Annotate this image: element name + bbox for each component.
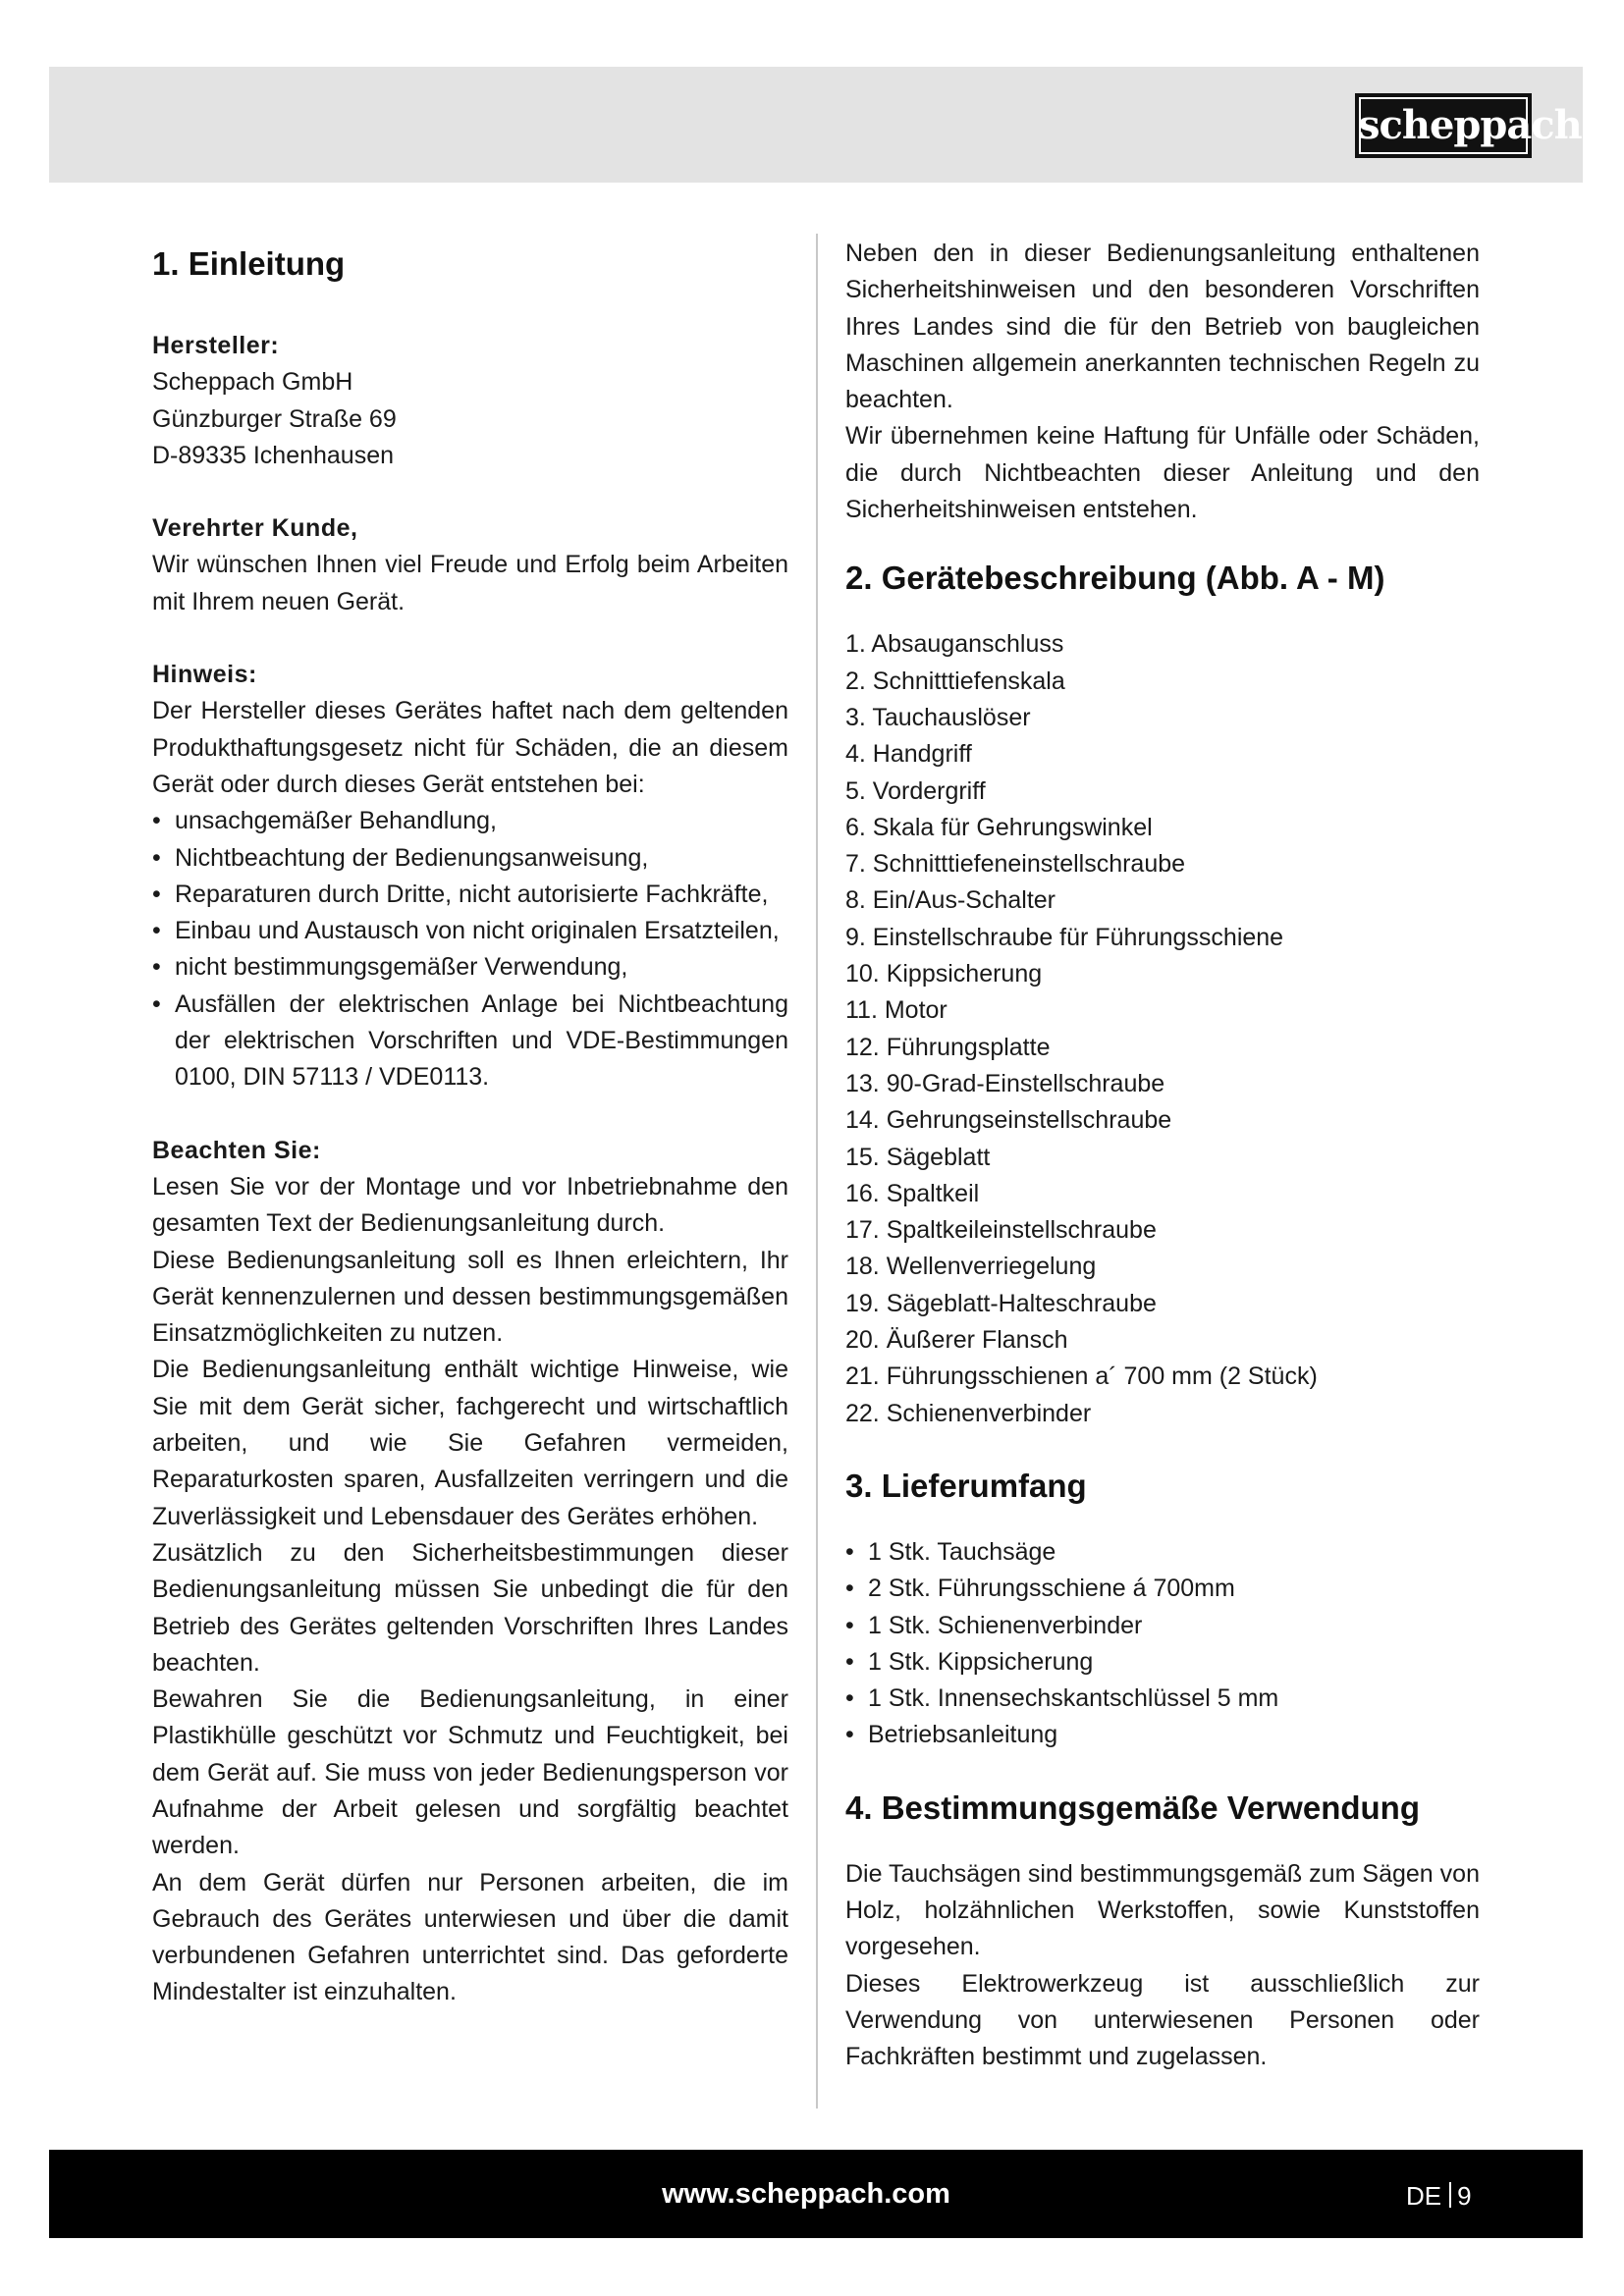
list-item: 9. Einstellschraube für Führungsschiene [845, 923, 1284, 951]
list-item: • unsachgemäßer Behandlung, [152, 803, 788, 839]
column-divider [816, 234, 818, 2109]
paragraph: Wir übernehmen keine Haftung für Unfälle oder Schäden, die durch Nichtbeachten dieser Anleitung und den Sicherheitshinweisen entstehen. [845, 422, 1480, 524]
list-item: 19. Sägeblatt-Halteschraube [845, 1289, 1157, 1317]
manufacturer-street: Günzburger Straße 69 [152, 404, 397, 433]
list-item: 20. Äußerer Flansch [845, 1326, 1068, 1355]
list-item: • Reparaturen durch Dritte, nicht autorisierte Fachkräfte, [152, 877, 788, 913]
paragraph: Zusätzlich zu den Sicherheitsbestimmungen dieser Bedienungsanleitung müssen Sie unbedingt die für den Betrieb des Gerätes geltenden Vorschriften Ihres Landes beachten. [152, 1538, 788, 1677]
delivery-list [845, 1534, 1480, 1754]
list-item: 1. Absauganschluss [845, 630, 1064, 659]
greeting-label: Verehrter Kunde, [152, 514, 358, 543]
list-item: • Betriebsanleitung [845, 1717, 1480, 1753]
manufacturer-name: Scheppach GmbH [152, 368, 353, 397]
list-item: • Ausfällen der elektrischen Anlage bei Nichtbeachtung der elektrischen Vorschriften und VDE-Bestimmungen 0100, DIN 57113 / VDE0113. [152, 987, 788, 1096]
list-item: 5. Vordergriff [845, 776, 986, 805]
paragraph: An dem Gerät dürfen nur Personen arbeiten, die im Gebrauch des Gerätes unterwiesen und über die damit verbundenen Gefahren unterrichtet sind. Das geforderte Mindestalter ist einzuhalten. [152, 1868, 788, 2006]
footer-url[interactable]: www.scheppach.com [662, 2178, 950, 2210]
manufacturer-city: D-89335 Ichenhausen [152, 441, 395, 469]
list-item: • Nichtbeachtung der Bedienungsanweisung, [152, 840, 788, 877]
list-item: • 1 Stk. Tauchsäge [845, 1534, 1480, 1571]
section-title-delivery: 3. Lieferumfang [845, 1467, 1087, 1504]
list-item: 22. Schienenverbinder [845, 1399, 1092, 1427]
page-number: 9 [1457, 2181, 1472, 2211]
list-item: 12. Führungsplatte [845, 1033, 1051, 1061]
paragraph: Die Bedienungsanleitung enthält wichtige Hinweise, wie Sie mit dem Gerät sicher, fachgerecht und wirtschaftlich arbeiten, und wie Sie Gefahren vermeiden, Reparaturkosten sparen, Ausfallzeiten verringern und die Zuverlässigkeit und Lebensdauer des Gerätes erhöhen. [152, 1356, 788, 1530]
list-item: 4. Handgriff [845, 740, 972, 769]
greeting-text: Wir wünschen Ihnen viel Freude und Erfolg beim Arbeiten mit Ihrem neuen Gerät. [152, 551, 788, 615]
observe-label: Beachten Sie: [152, 1136, 321, 1164]
list-item: 13. 90-Grad-Einstellschraube [845, 1069, 1165, 1097]
paragraph: Neben den in dieser Bedienungsanleitung enthaltenen Sicherheitshinweisen und den besonderen Vorschriften Ihres Landes sind die für den Betrieb von baugleichen Maschinen allgemein anerkannten technischen Regeln zu beachten. [845, 240, 1480, 414]
section-title-introduction: 1. Einleitung [152, 245, 346, 282]
scheppach-logo: scheppach [1355, 93, 1532, 158]
manufacturer-label: Hersteller: [152, 332, 280, 359]
header-band [49, 67, 1583, 183]
paragraph: Lesen Sie vor der Montage und vor Inbetriebnahme den gesamten Text der Bedienungsanleitung durch. [152, 1172, 788, 1238]
list-item: 14. Gehrungseinstellschraube [845, 1106, 1172, 1135]
list-item: 7. Schnitttiefeneinstellschraube [845, 850, 1186, 879]
list-item: • 1 Stk. Innensechskantschlüssel 5 mm [845, 1681, 1480, 1717]
list-item: 6. Skala für Gehrungswinkel [845, 813, 1153, 841]
list-item: • 2 Stk. Führungsschiene á 700mm [845, 1571, 1480, 1607]
list-item: • 1 Stk. Kippsicherung [845, 1644, 1480, 1681]
list-item: • nicht bestimmungsgemäßer Verwendung, [152, 949, 788, 986]
liability-list [152, 803, 788, 1095]
paragraph: Die Tauchsägen sind bestimmungsgemäß zum Sägen von Holz, holzähnlichen Werkstoffen, sowie Kunststoffen vorgesehen. [845, 1859, 1480, 1961]
paragraph: Dieses Elektrowerkzeug ist ausschließlich zur Verwendung von unterwiesenen Personen oder Fachkräften bestimmt und zugelassen. [845, 1969, 1480, 2071]
list-item: 10. Kippsicherung [845, 960, 1043, 988]
page-separator [1449, 2182, 1451, 2208]
list-item: 17. Spaltkeileinstellschraube [845, 1216, 1157, 1245]
list-item: 21. Führungsschienen a´ 700 mm (2 Stück) [845, 1362, 1318, 1391]
list-item: • 1 Stk. Schienenverbinder [845, 1608, 1480, 1644]
right-column [845, 236, 1480, 2075]
list-item: 2. Schnitttiefenskala [845, 667, 1065, 695]
section-title-usage: 4. Bestimmungsgemäße Verwendung [845, 1789, 1420, 1826]
section-title-description: 2. Gerätebeschreibung (Abb. A - M) [845, 560, 1385, 597]
page-indicator [1406, 2181, 1472, 2211]
list-item: 15. Sägeblatt [845, 1143, 991, 1171]
list-item: • Einbau und Austausch von nicht originalen Ersatzteilen, [152, 913, 788, 949]
left-column [152, 236, 788, 2011]
parts-list [845, 626, 1480, 1432]
list-item: 11. Motor [845, 996, 947, 1025]
list-item: 3. Tauchauslöser [845, 703, 1031, 731]
note-text: Der Hersteller dieses Gerätes haftet nach dem geltenden Produkthaftungsgesetz nicht für Schäden, die an diesem Gerät oder durch dieses Gerät entstehen bei: [152, 697, 788, 798]
language-code: DE [1406, 2181, 1442, 2211]
paragraph: Bewahren Sie die Bedienungsanleitung, in einer Plastikhülle geschützt vor Schmutz und Feuchtigkeit, bei dem Gerät auf. Sie muss von jeder Bedienungsperson vor Aufnahme der Arbeit gelesen und sorgfältig beachtet werden. [152, 1685, 788, 1860]
list-item: 8. Ein/Aus-Schalter [845, 886, 1056, 915]
list-item: 18. Wellenverriegelung [845, 1253, 1097, 1281]
list-item: 16. Spaltkeil [845, 1179, 980, 1207]
note-label: Hinweis: [152, 661, 257, 689]
paragraph: Diese Bedienungsanleitung soll es Ihnen erleichtern, Ihr Gerät kennenzulernen und dessen bestimmungsgemäßen Einsatzmöglichkeiten zu nutzen. [152, 1246, 788, 1348]
